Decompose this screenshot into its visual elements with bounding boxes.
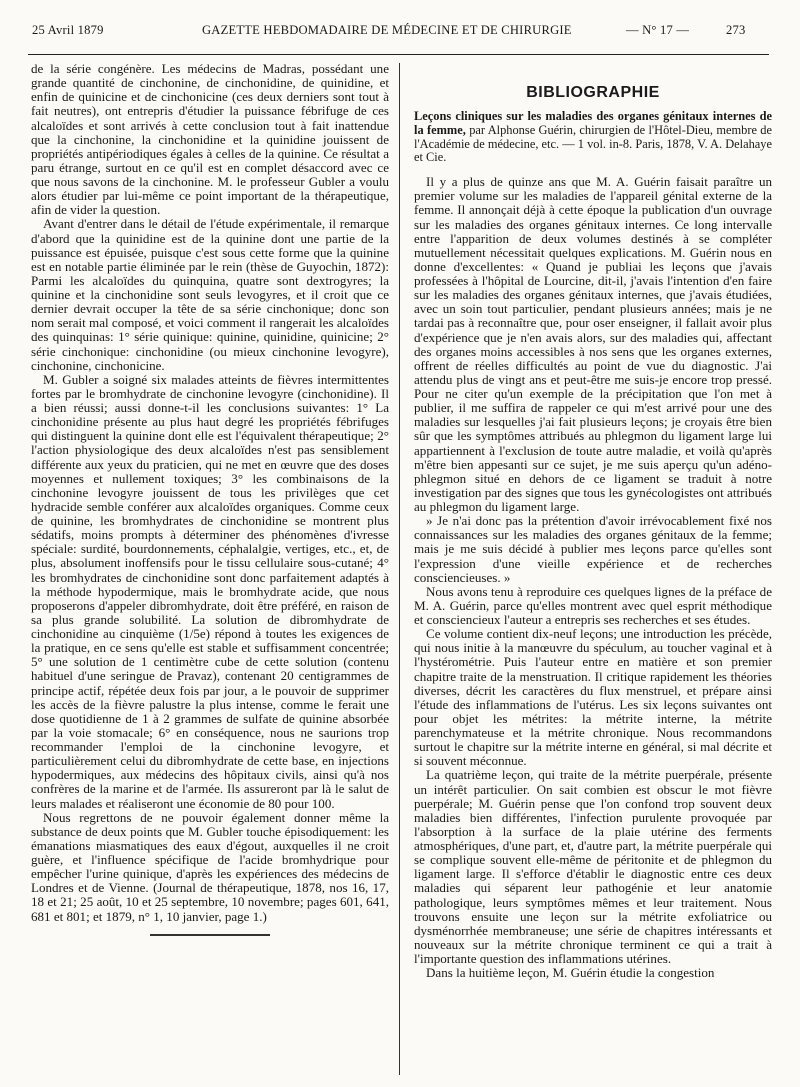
column-divider <box>399 63 400 1075</box>
section-title: BIBLIOGRAPHIE <box>526 84 660 101</box>
left-paragraph-3: M. Gubler a soigné six malades atteints de fièvres intermittentes fortes par le bromhydrate de cinchonine levogyre (cinchonidine). Il a bien réussi; aussi donne-t-il les conclusions suivantes: 1° La cinchonidine présente au plus haut degré les propriétés fébrifuges qui distinguent la quinine dont elle est l'équivalent thérapeutique; 2° l'action physiologique des deux alcaloïdes n'est pas sensiblement différente aux yeux du praticien, qui ne met en œuvre que des doses moyennes et nullement toxiques; 3° les combinaisons de la cinchonine levogyre jouissent de tous les privilèges que cet hydracide semble conférer aux alcaloïdes organiques. Comme ceux de quinine, les bromhydrates de cinchonidine se montrent plus sédatifs, moins prompts à déterminer des phénomènes d'ivresse spéciale: surdité, bourdonnements, céphalalgie, vertiges, etc., et, de plus, absolument inoffensifs pour le tissu cellulaire sous-cutané; 4° les bromhydrates de cinchonidine sont donc parfaitement adaptés à la méthode hypodermique, mais le bromhydrate acide, que nous proposerons d'appeler dibromhydrate, doit être préféré, en raison de sa plus grande solubilité. La solution de dibromhydrate de cinchonidine au cinquième (1/5e) répond à toutes les exigences de la pratique, en ce sens qu'elle est stable et suffisamment concentrée; 5° une solution de 1 centimètre cube de cette solution (contenu habituel d'une seringue de Pravaz), contenant 20 centigrammes de principe actif, répétée deux fois par jour, a le pouvoir de supprimer les accès de la fièvre palustre la plus intense, comme le ferait une dose quotidienne de 1 à 2 grammes de sulfate de quinine absorbée par la voie stomacale; 6° en conséquence, nous ne saurions trop recommander l'emploi de la cinchonine levogyre, et particulièrement celui du dibromhydrate de cette base, en injections hypodermiques, aux médecins des hôpitaux civils, ainsi qu'à nos confrères de la marine et de l'armée. Ils assureront par là le salut de leurs malades et réaliseront une économie de 80 pour 100. <box>31 371 389 811</box>
reference-details: par Alphonse Guérin, chirurgien de l'Hôtel-Dieu, membre de l'Académie de médecine, etc. — 1 vol. in-8. Paris, 1878, V. A. Delahaye et Cie. <box>414 122 772 165</box>
right-paragraph-4: Ce volume contient dix-neuf leçons; une introduction les précède, qui nous initie à la manœuvre du spéculum, au toucher vaginal et à l'hystérométrie. Puis l'auteur entre en matière et son premier chapitre traite de la menstruation. Il critique rapidement les théories diverses, décrit les caractères du flux menstruel, et prépare ainsi l'étude des inflammations de l'utérus. Les six leçons suivantes ont pour objet les métrites: la métrite interne, la métrite parenchymateuse et la métrite chronique. Nous recommandons surtout le chapitre sur la métrite interne en général, si mal décrite et si souvent méconnue. <box>414 626 772 769</box>
left-paragraph-1: de la série congénère. Les médecins de Madras, possédant une grande quantité de cinchonine, de cinchonidine, de quinidine, et enfin de quinicine et de cinchonicine (ces deux derniers sont tout à fait neutres), ont entrepris d'étudier la puissance fébrifuge de ces alcaloïdes et sont arrivés à cette conclusion tout à fait inattendue que la cinchonine, la cinchonidine et la quinidine jouissent de propriétés antipériodiques égales à celles de la quinine. Ce résultat a paru étrange, surtout en ce qu'il est en complet désaccord avec ce que nous savons de la cinchonine. M. le professeur Gubler a voulu alors étudier par lui-même ce point important de la thérapeutique, afin de vider la question. <box>31 61 389 218</box>
issue-date: 25 Avril 1879 <box>32 23 104 37</box>
left-paragraph-4: Nous regrettons de ne pouvoir également donner même la substance de deux points que M. Gubler touche épisodiquement: les émanations miasmatiques des eaux d'égout, auxquelles il ne croit guère, et l'influence spécifique de l'acide bromhydrique pour empêcher l'urine quinique, d'après les expériences des médecins de Londres et de Vienne. (Journal de thérapeutique, 1878, nos 16, 17, 18 et 21; 25 août, 10 et 25 septembre, 10 novembre; pages 601, 641, 681 et 801; et 1879, n° 1, 10 janvier, page 1.) <box>31 809 389 924</box>
right-paragraph-5: La quatrième leçon, qui traite de la métrite puerpérale, présente un intérêt particulier. On sait combien est obscur le mot fièvre puerpérale; M. Guérin pense que l'on confond trop souvent deux maladies bien différentes, l'infection purulente provoquée par l'absorption à la surface de la plaie utérine des ferments atmosphériques, d'une part, et, d'autre part, la métrite puerpérale qui se complique souvent elle-même de péritonite et de phlegmon du ligament large. Il s'efforce d'établir le diagnostic entre ces deux maladies qui séparent leur pathogénie et leur anatomie pathologique, leurs symptômes mêmes et leur traitement. Nous trouvons ensuite une leçon sur la métrite exfoliatrice ou dysménorrhée membraneuse; une série de chapitres intéressants et nouveaux sur la métrite chronique terminent ce qui a trait à l'importante question des inflammations utérines. <box>414 767 772 967</box>
bibliographic-reference <box>414 110 772 165</box>
right-paragraph-3: Nous avons tenu à reproduire ces quelques lignes de la préface de M. A. Guérin, parce qu'elles montrent avec quel esprit méthodique et consciencieux l'auteur a entrepris ses recherches et ses études. <box>414 583 772 628</box>
right-paragraph-6: Dans la huitième leçon, M. Guérin étudie la congestion <box>426 965 715 981</box>
journal-title: GAZETTE HEBDOMADAIRE DE MÉDECINE ET DE CHIRURGIE <box>202 23 572 37</box>
page-header <box>20 10 778 52</box>
right-paragraph-1: Il y a plus de quinze ans que M. A. Guérin faisait paraître un premier volume sur les maladies de l'appareil génital externe de la femme. Il annonçait déjà à cette époque la publication d'un ouvrage sur les maladies des organes génitaux internes. Ce long intervalle entre l'apparition de deux volumes destinés à se compléter mutuellement nécessitait quelques explications. M. Guérin nous en donne d'excellentes: « Quand je publiai les leçons que j'avais professées à l'hôpital de Lourcine, dit-il, j'avais l'intention d'en faire sur les maladies des organes génitaux internes, que j'avais étudiées, avec un soin tout particulier, pendant plusieurs années; mais je ne tardai pas à reconnaître que, pour oser enseigner, il fallait avoir plus d'expérience que je n'en avais alors, sur des maladies qui, affectant des organes moins accessibles à nos sens que les organes externes, offrent de réelles difficultés au point de vue du diagnostic. J'ai attendu plus de vingt ans et peut-être me suis-je encore trop pressé. Pour ne citer qu'un exemple de la précipitation que l'on met à publier, il me suffira de rappeler ce qui m'est arrivé pour une des maladies sur lesquelles j'ai fait plusieurs leçons; je croyais être bien sûr que les symptômes attribués au phlegmon du ligament large lui appartiennent à l'exclusion de toute autre maladie, et voilà qu'après m'être bien appesanti sur ce sujet, je me suis aperçu qu'un adéno-phlegmon situé en dehors de ce ligament se traduit à notre investigation par des signes que tous les gynécologistes ont attribués au phlegmon du ligament large. <box>414 174 772 515</box>
right-column <box>414 62 772 980</box>
left-column <box>31 62 389 936</box>
reference-title: Leçons cliniques sur les maladies des organes génitaux internes de la femme, <box>414 109 772 137</box>
end-rule <box>150 934 270 936</box>
issue-number: — N° 17 — <box>626 23 690 37</box>
page-number: 273 <box>726 23 746 37</box>
left-paragraph-2: Avant d'entrer dans le détail de l'étude expérimentale, il remarque d'abord que la quinidine est de la quinine dont une partie de la puissance est épuisée, puisque c'est sous cette forme que la quinine est en notable partie éliminée par le rein (thèse de Guyochin, 1872): Parmi les alcaloïdes du quinquina, quatre sont dextrogyres; la quinine et la cinchonidine sont seuls levogyres, et il croit que ce dernier devrait occuper la tête de sa série cinchonique; donc son nom serait mal composé, et voici comment il rangerait les alcaloïdes des quinquinas: 1° série quinique: quinine, quinidine, quinicine; 2° série cinchonique: cinchonidine (ou mieux cinchonine levogyre), cinchonine, cinchonicine. <box>31 216 389 373</box>
right-paragraph-2: » Je n'ai donc pas la prétention d'avoir irrévocablement fixé nos connaissances sur les maladies des organes génitaux de la femme; mais je me suis décidé à publier mes leçons parce qu'elles sont l'expression d'une vieille expérience et de recherches consciencieuses. » <box>414 513 772 585</box>
header-rule <box>28 54 769 55</box>
